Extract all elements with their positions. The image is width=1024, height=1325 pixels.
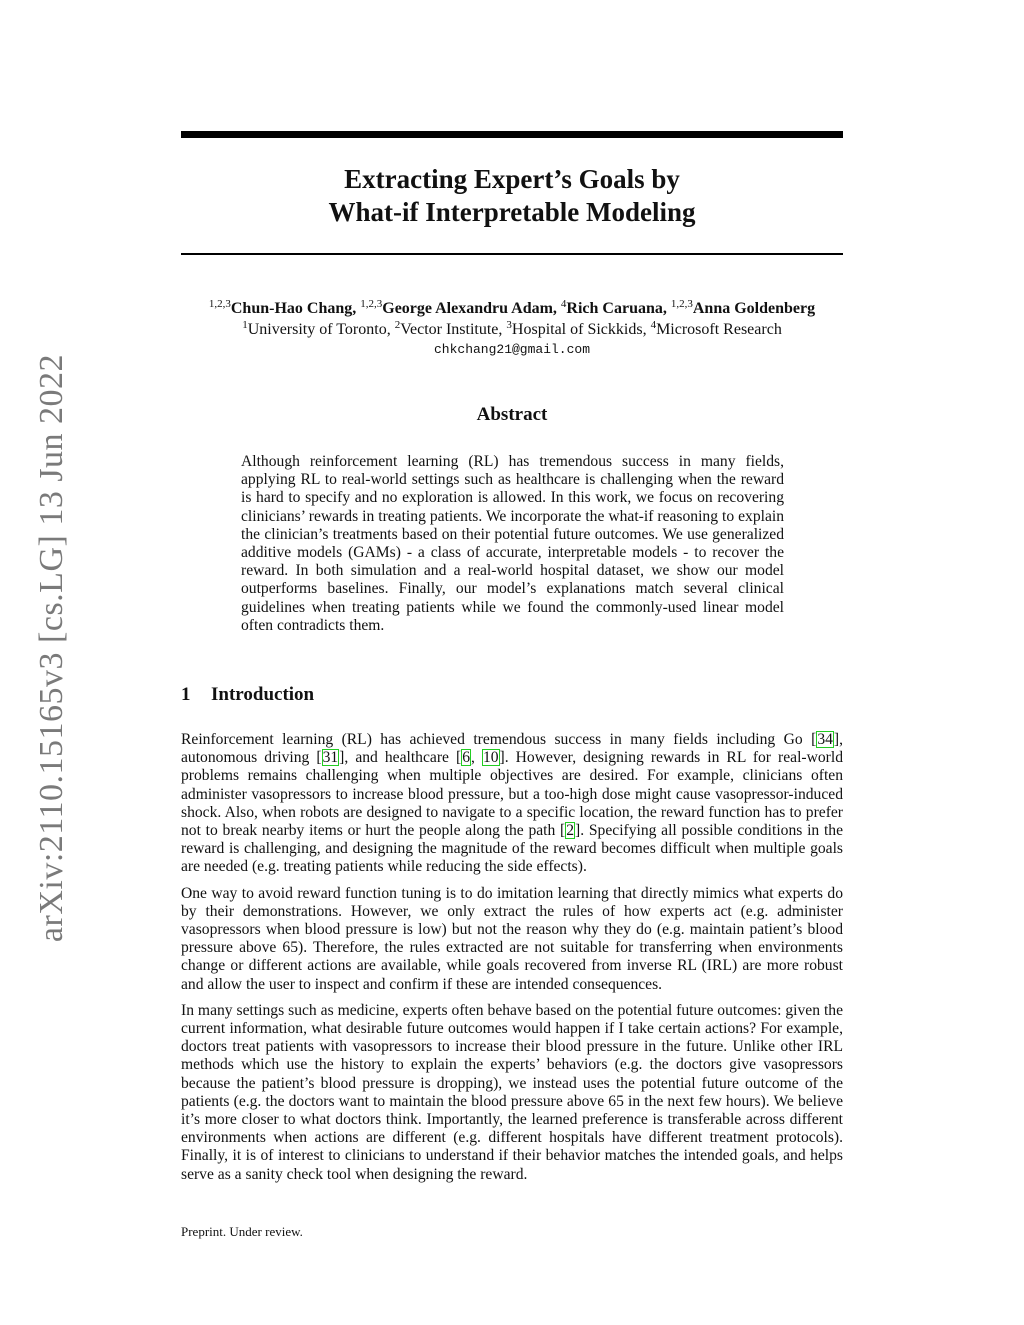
para-text: , (470, 749, 482, 767)
title-line-2: What-if Interpretable Modeling (328, 197, 696, 227)
paragraph-3: In many settings such as medicine, experts often behave based on the potential future outcomes: given the current information, what desirable future outcomes would happen if I take certain actions? For example, doctors treat patients with vasopressors to increase their blood pressure in the future. Unlike other IRL methods which use the history to explain the experts’ behaviors (e.g. the doctors give vasopressors because the patient’s blood pressure is dropping), we instead uses the potential future outcome of the patients (e.g. the doctors want to maintain the blood pressure above 65 in the next few hours). We believe it’s more closer to what doctors think. Importantly, the learned preference is transferable across different environments when actions are different (e.g. different hospitals have different treatment protocols). Finally, it is of interest to clinicians to understand if their behavior matches the intended goals, and helps serve as a sanity check tool when designing the reward. (181, 1001, 843, 1183)
section-heading (181, 683, 314, 707)
affiliation-name: Hospital of Sickkids, (511, 321, 647, 338)
citation-link[interactable]: 6 (462, 749, 470, 767)
para-text: ]. Specifying all possible conditions in the reward is challenging, and designing the magnitude of the reward becomes difficult when multiple goals are needed (e.g. treating patients while reducing the side effects). (181, 822, 843, 876)
para-text: ]. However, designing rewards in RL for real-world problems remains challenging when multiple objectives are desired. For example, clinicians often administer vasopressors to increase blood pressure, but a too-high dose might cause vasopressor-induced shock. Also, when robots are designed to navigate to a specific location, the reward function has to prefer not to break nearby items or hurt the people along the path [ (181, 749, 843, 840)
author-name: Anna Goldenberg (692, 300, 816, 317)
author-sup: 4 (560, 298, 567, 310)
author-name: Rich Caruana, (566, 300, 667, 317)
affiliation-sup: 4 (650, 319, 657, 331)
author-list (150, 299, 874, 319)
introduction-body (181, 731, 843, 1192)
section-number: 1 (181, 684, 191, 705)
author-name: George Alexandru Adam, (382, 300, 557, 317)
affiliation-list (150, 320, 874, 340)
para-text: ], and healthcare [ (339, 749, 462, 767)
citation-link[interactable]: 31 (322, 749, 339, 767)
affiliation-sup: 2 (394, 319, 401, 331)
paper-title (181, 163, 843, 229)
footer-note: Preprint. Under review. (181, 1224, 303, 1239)
affiliation-name: University of Toronto, (247, 321, 391, 338)
title-top-rule (181, 131, 843, 138)
citation-link[interactable]: 10 (482, 749, 499, 767)
abstract-heading: Abstract (476, 404, 548, 425)
author-sup: 1,2,3 (360, 298, 383, 310)
affiliation-name: Microsoft Research (656, 321, 782, 338)
para-text: ], autonomous driving [ (181, 731, 843, 767)
section-title: Introduction (211, 684, 315, 705)
abstract-text: Although reinforcement learning (RL) has tremendous success in many fields, applying RL to real-world settings such as healthcare is challenging when the reward is hard to specify and no exploration is allowed. In this work, we focus on recovering clinicians’ rewards in treating patients. We incorporate the what-if reasoning to explain the clinician’s treatments based on their potential future outcomes. We use generalized additive models (GAMs) - a class of accurate, interpretable models - to recover the reward. In both simulation and a real-world hospital dataset, we show our model outperforms baselines. Finally, our model’s explanations match several clinical guidelines when treating patients while we found the commonly-used linear model often contradicts them. (241, 453, 784, 634)
para-text: Reinforcement learning (RL) has achieved tremendous success in many fields including Go [ (181, 731, 817, 748)
author-sup: 1,2,3 (670, 298, 693, 310)
paragraph-1 (181, 731, 843, 877)
citation-link[interactable]: 34 (817, 731, 833, 748)
title-line-1: Extracting Expert’s Goals by (344, 164, 680, 194)
affiliation-sup: 3 (506, 319, 512, 331)
arxiv-side-stamp: arXiv:2110.15165v3 [cs.LG] 13 Jun 2022 (33, 353, 70, 943)
contact-email[interactable]: chkchang21@gmail.com (433, 342, 591, 357)
affiliation-sup: 1 (242, 319, 248, 331)
citation-link[interactable]: 2 (566, 822, 575, 840)
paragraph-2: One way to avoid reward function tuning is to do imitation learning that directly mimics what experts do by their demonstrations. However, we only extract the rules of how experts act (e.g. administer vasopressors when blood pressure is low) but not the reason why they do (e.g. maintain patient’s blood pressure above 65). Therefore, the rules extracted are not suitable for transferring when environments change or different actions are available, while goals recovered from inverse RL (IRL) are more robust and allow the user to inspect and confirm if these are intended consequences. (181, 884, 843, 993)
affiliation-name: Vector Institute, (400, 321, 503, 338)
author-name: Chun-Hao Chang, (230, 300, 357, 317)
title-bottom-rule (181, 253, 843, 255)
author-sup: 1,2,3 (208, 298, 231, 310)
